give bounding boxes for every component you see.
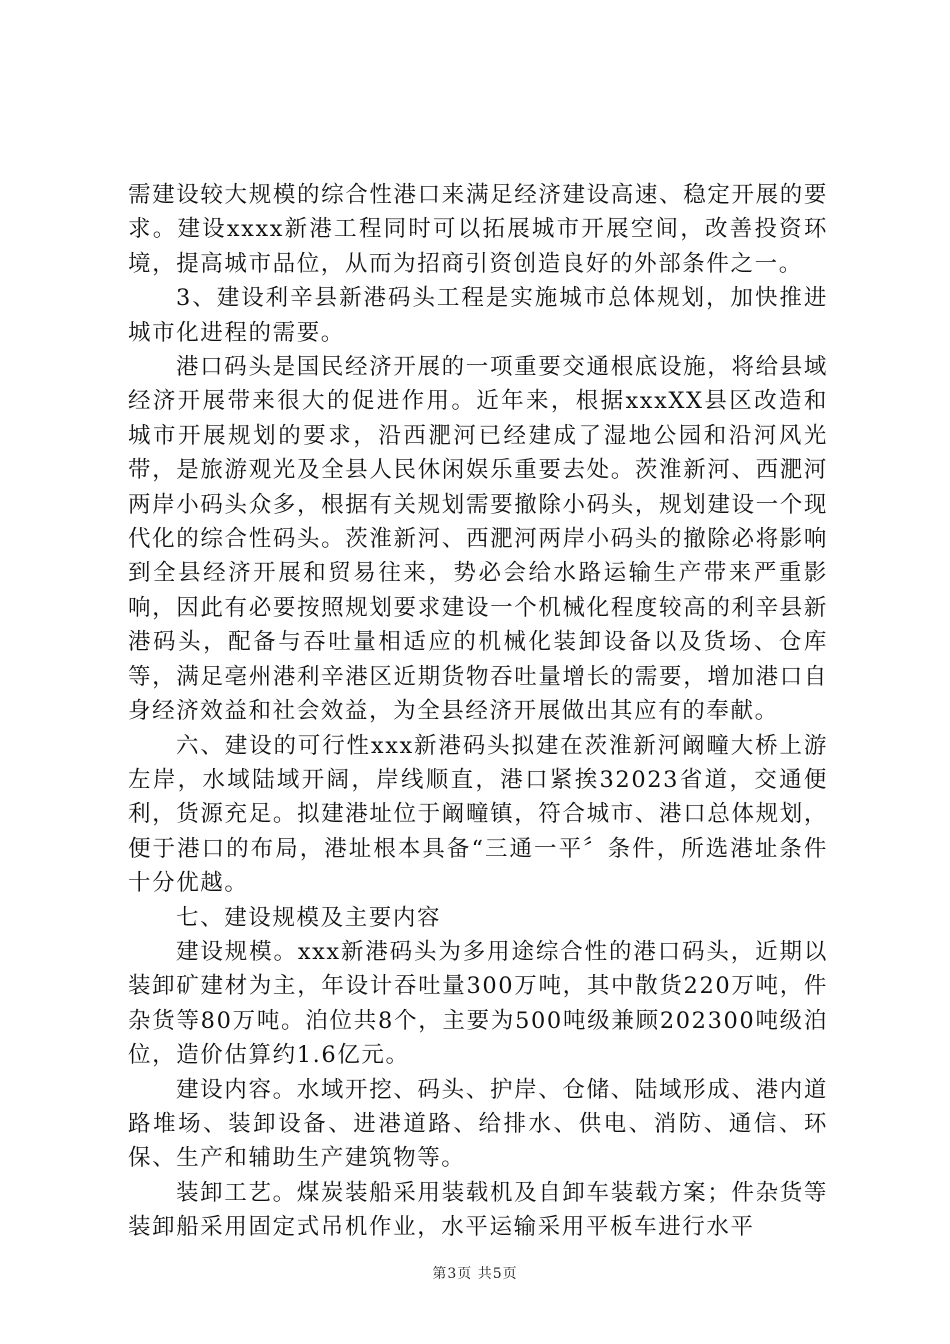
paragraph-construction-scale: 建设规模。xxx新港码头为多用途综合性的港口码头，近期以装卸矿建材为主，年设计吞吐量300万吨，其中散货220万吨，件杂货等80万吨。泊位共8个，主要为500吨级兼顾202300吨级泊位，造价估算约1.6亿元。: [128, 938, 828, 1069]
section-heading-scale: 七、建设规模及主要内容: [176, 904, 442, 931]
paragraph-port-importance: 港口码头是国民经济开展的一项重要交通根底设施，将给县域经济开展带来很大的促进作用。近年来，根据xxxXX县区改造和城市开展规划的要求，沿西淝河已经建成了湿地公园和沿河风光带，是旅游观光及全县人民休闲娱乐重要去处。茨淮新河、西淝河两岸小码头众多，根据有关规划需要撤除小码头，规划建设一个现代化的综合性码头。茨淮新河、西淝河两岸小码头的撤除必将影响到全县经济开展和贸易往来，势必会给水路运输生产带来严重影响，因此有必要按照规划要求建设一个机械化程度较高的利辛县新港码头，配备与吞吐量相适应的机械化装卸设备以及货场、仓库等，满足亳州港利辛港区近期货物吞吐量增长的需要，增加港口自身经济效益和社会效益，为全县经济开展做出其应有的奉献。: [128, 354, 828, 725]
page-number-footer: 第3页 共5页: [432, 1266, 518, 1282]
paragraph-feasibility: 六、建设的可行性xxx新港码头拟建在茨淮新河阚疃大桥上游左岸，水域陆域开阔，岸线顺直，港口紧挨32023省道，交通便利，货源充足。拟建港址位于阚疃镇，符合城市、港口总体规划，便于港口的布局，港址根本具备“三通一平〞条件，所选港址条件十分优越。: [128, 732, 828, 897]
paragraph-continuation: 需建设较大规模的综合性港口来满足经济建设高速、稳定开展的要求。建设xxxx新港工程同时可以拓展城市开展空间，改善投资环境，提高城市品位，从而为招商引资创造良好的外部条件之一。: [128, 182, 828, 277]
paragraph-point-3: 3、建设利辛县新港码头工程是实施城市总体规划，加快推进城市化进程的需要。: [128, 285, 828, 346]
document-body: [128, 178, 828, 1245]
paragraph-loading-process: 装卸工艺。煤炭装船采用装载机及自卸车装载方案；件杂货等装卸船采用固定式吊机作业，水平运输采用平板车进行水平: [128, 1179, 828, 1241]
paragraph-construction-content: 建设内容。水域开挖、码头、护岸、仓储、陆域形成、港内道路堆场、装卸设备、进港道路、给排水、供电、消防、通信、环保、生产和辅助生产建筑物等。: [128, 1076, 828, 1172]
